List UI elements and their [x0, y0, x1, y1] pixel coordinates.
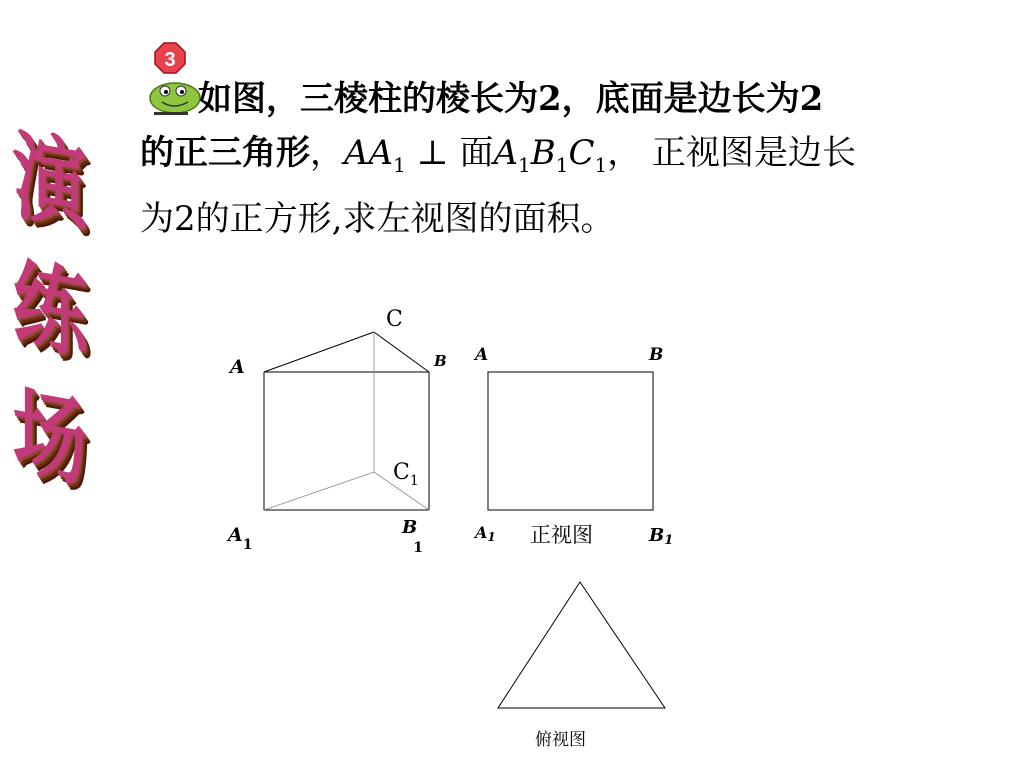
side-title-char-3: 场 [12, 374, 88, 501]
front-view-caption: 正视图 [530, 523, 593, 547]
perp-symbol: ⊥ [405, 133, 460, 173]
prism-label-c: C [386, 307, 403, 332]
front-view-square [488, 372, 653, 510]
comma-1: ， [310, 133, 344, 173]
front-label-b: B [649, 345, 664, 365]
prism-label-b: B [434, 352, 447, 370]
prism-label-b1: B 1 [402, 517, 423, 556]
problem-line-1-c: ，底面是边长为 [561, 79, 800, 119]
prism-label-a: A [230, 356, 245, 378]
top-view-triangle [498, 582, 665, 708]
edge-aa1: $AA_1$ [344, 133, 406, 177]
problem-line-2-a: 的正三角形 [140, 133, 310, 173]
problem-line-3: 为2的正方形,求左视图的面积。 [140, 198, 615, 239]
front-label-a: A [475, 345, 489, 365]
problem-line-1-b: 2 [538, 79, 562, 119]
plane-a1b1c1: $A_1B_1C_1$ [493, 133, 608, 177]
problem-line-2-c: ， 正视图是边长 [607, 133, 857, 173]
side-title-char-1: 演 [12, 118, 88, 245]
problem-line-1-d: 2 [799, 79, 824, 119]
front-label-b1: B1 [649, 525, 674, 548]
plane-word: 面 [459, 133, 494, 173]
problem-line-1-a: 如图，三棱柱的棱长为 [198, 79, 538, 119]
side-title-char-2: 练 [12, 246, 88, 373]
prism-label-c1: $C_1$ [393, 460, 419, 489]
top-view-caption: 俯视图 [535, 730, 586, 750]
front-label-a1: A1 [475, 523, 496, 544]
badge-number: 3 [164, 49, 176, 71]
prism-label-a1: $A_1$ [228, 524, 253, 553]
